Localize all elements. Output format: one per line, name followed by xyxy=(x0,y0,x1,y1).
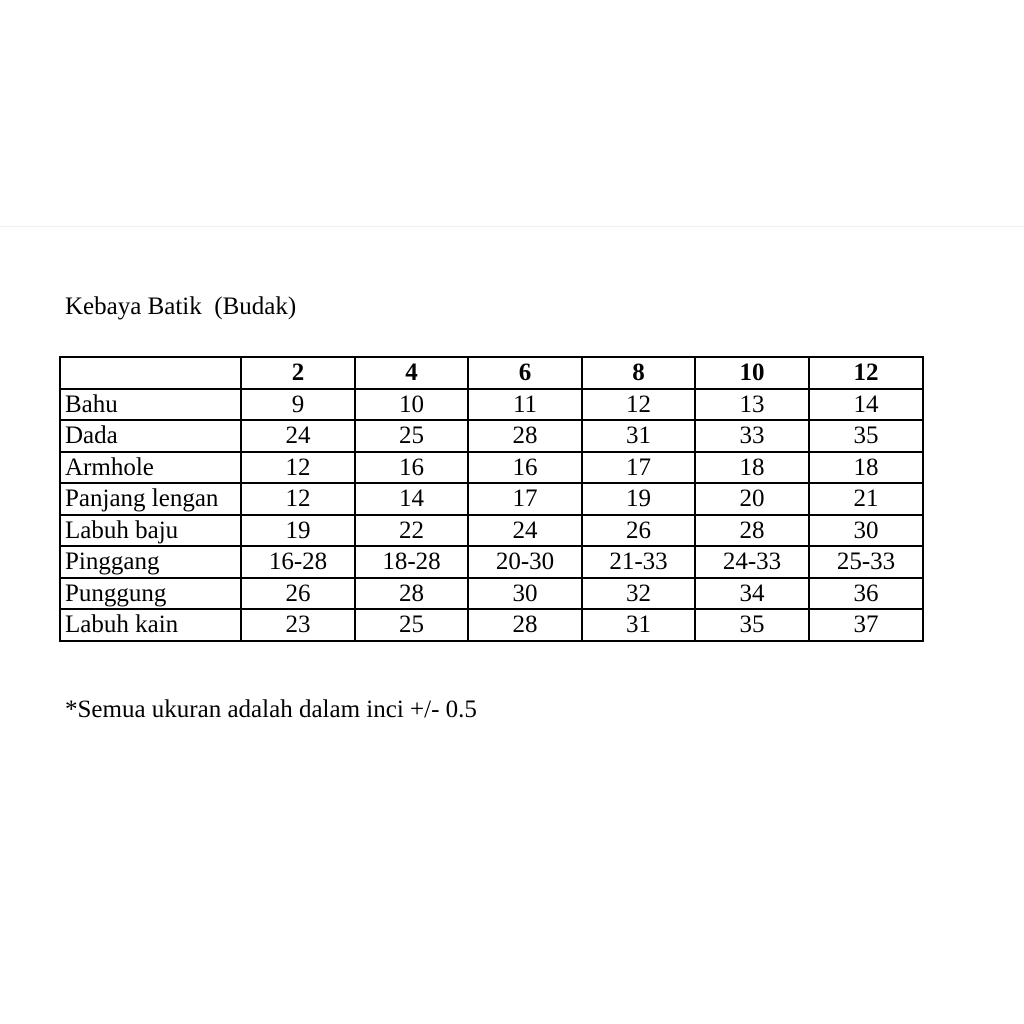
row-label-cell: Panjang lengan xyxy=(60,483,241,515)
measurement-cell: 24 xyxy=(468,515,582,547)
measurement-cell: 16-28 xyxy=(241,546,355,578)
measurement-cell: 25-33 xyxy=(809,546,923,578)
measurement-cell: 12 xyxy=(241,483,355,515)
table-row xyxy=(60,578,923,610)
measurement-cell: 32 xyxy=(582,578,695,610)
measurement-cell: 17 xyxy=(582,452,695,484)
measurement-cell: 10 xyxy=(355,389,468,421)
measurement-cell: 30 xyxy=(809,515,923,547)
header-corner-cell xyxy=(60,357,241,389)
measurement-cell: 12 xyxy=(582,389,695,421)
row-label-cell: Dada xyxy=(60,420,241,452)
measurement-cell: 22 xyxy=(355,515,468,547)
document-title: Kebaya Batik (Budak) xyxy=(65,293,297,320)
measurement-cell: 34 xyxy=(695,578,809,610)
measurement-cell: 35 xyxy=(695,609,809,641)
measurement-cell: 31 xyxy=(582,420,695,452)
measurement-cell: 14 xyxy=(809,389,923,421)
measurement-cell: 33 xyxy=(695,420,809,452)
measurement-cell: 28 xyxy=(468,609,582,641)
measurement-cell: 18-28 xyxy=(355,546,468,578)
header-row xyxy=(60,357,923,389)
measurement-cell: 36 xyxy=(809,578,923,610)
row-label-cell: Labuh baju xyxy=(60,515,241,547)
table-row xyxy=(60,389,923,421)
row-label-cell: Punggung xyxy=(60,578,241,610)
table-body xyxy=(60,389,923,641)
measurement-cell: 20 xyxy=(695,483,809,515)
footnote: *Semua ukuran adalah dalam inci +/- 0.5 xyxy=(65,696,477,723)
measurement-cell: 37 xyxy=(809,609,923,641)
size-chart-table xyxy=(59,356,924,642)
measurement-cell: 31 xyxy=(582,609,695,641)
measurement-cell: 11 xyxy=(468,389,582,421)
page-divider xyxy=(0,226,1024,227)
size-header-cell: 2 xyxy=(241,357,355,389)
measurement-cell: 16 xyxy=(355,452,468,484)
measurement-cell: 24 xyxy=(241,420,355,452)
table-row xyxy=(60,420,923,452)
measurement-cell: 20-30 xyxy=(468,546,582,578)
measurement-cell: 26 xyxy=(241,578,355,610)
measurement-cell: 28 xyxy=(468,420,582,452)
measurement-cell: 19 xyxy=(241,515,355,547)
size-header-cell: 10 xyxy=(695,357,809,389)
measurement-cell: 25 xyxy=(355,609,468,641)
measurement-cell: 28 xyxy=(695,515,809,547)
measurement-cell: 19 xyxy=(582,483,695,515)
table-row xyxy=(60,609,923,641)
size-header-cell: 8 xyxy=(582,357,695,389)
size-header-cell: 6 xyxy=(468,357,582,389)
table-row xyxy=(60,483,923,515)
row-label-cell: Bahu xyxy=(60,389,241,421)
table-row xyxy=(60,546,923,578)
measurement-cell: 23 xyxy=(241,609,355,641)
measurement-cell: 13 xyxy=(695,389,809,421)
table-row xyxy=(60,452,923,484)
measurement-cell: 35 xyxy=(809,420,923,452)
measurement-cell: 16 xyxy=(468,452,582,484)
measurement-cell: 30 xyxy=(468,578,582,610)
measurement-cell: 21-33 xyxy=(582,546,695,578)
measurement-cell: 12 xyxy=(241,452,355,484)
measurement-cell: 28 xyxy=(355,578,468,610)
measurement-cell: 26 xyxy=(582,515,695,547)
row-label-cell: Labuh kain xyxy=(60,609,241,641)
row-label-cell: Pinggang xyxy=(60,546,241,578)
measurement-cell: 24-33 xyxy=(695,546,809,578)
measurement-cell: 21 xyxy=(809,483,923,515)
measurement-cell: 14 xyxy=(355,483,468,515)
measurement-cell: 18 xyxy=(695,452,809,484)
size-header-cell: 4 xyxy=(355,357,468,389)
table-row xyxy=(60,515,923,547)
measurement-cell: 18 xyxy=(809,452,923,484)
row-label-cell: Armhole xyxy=(60,452,241,484)
size-header-cell: 12 xyxy=(809,357,923,389)
measurement-cell: 17 xyxy=(468,483,582,515)
measurement-cell: 9 xyxy=(241,389,355,421)
measurement-cell: 25 xyxy=(355,420,468,452)
